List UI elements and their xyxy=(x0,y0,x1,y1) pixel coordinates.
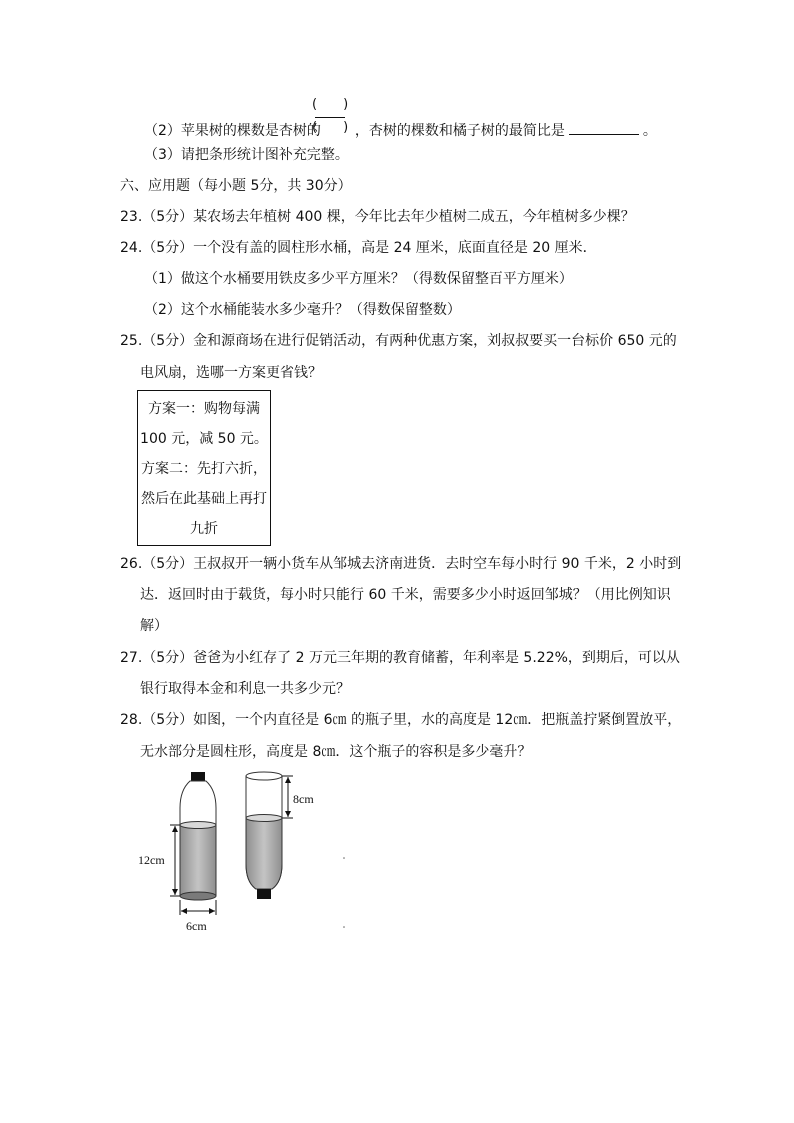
water-body xyxy=(246,818,282,889)
q27-line1: 27.（5分）爸爸为小红存了 2 万元三年期的教育储蓄，年利率是 5.22%，到期后，可以从 xyxy=(120,650,680,666)
plan-box-line: 方案一：购物每满 xyxy=(148,401,260,417)
q25-line2: 电风扇，选哪一方案更省钱？ xyxy=(140,365,322,381)
diameter-label: 6cm xyxy=(186,919,207,933)
plan-box-line: 然后在此基础上再打 xyxy=(141,491,267,507)
bottle-figure xyxy=(132,768,362,938)
q22-part2 xyxy=(144,120,657,141)
q28-line1: 28.（5分）如图，一个内直径是 6㎝ 的瓶子里，水的高度是 12㎝．把瓶盖拧紧倒置放平， xyxy=(120,712,682,728)
water-surface xyxy=(180,822,216,829)
fraction-denominator: ( ) xyxy=(312,120,349,135)
q27-line2: 银行取得本金和利息一共多少元？ xyxy=(140,681,350,697)
plan-box-line: 方案二：先打六折， xyxy=(141,461,267,477)
water-body xyxy=(180,825,216,899)
q22-part3: （3）请把条形统计图补充完整。 xyxy=(144,147,349,163)
q25-line1: 25.（5分）金和源商场在进行促销活动，有两种优惠方案，刘叔叔要买一台标价 650 元的 xyxy=(120,333,677,349)
arrowhead xyxy=(181,908,187,914)
q26-line1: 26.（5分）王叔叔开一辆小货车从邹城去济南进货．去时空车每小时行 90 千米，2 小时到 xyxy=(120,556,682,572)
q26-line3: 解） xyxy=(140,618,168,634)
plan-box-line: 九折 xyxy=(190,521,218,537)
q24-part1: （1）做这个水桶要用铁皮多少平方厘米？（得数保留整百平方厘米） xyxy=(144,271,573,287)
q23-text: 23.（5分）某农场去年植树 400 棵，今年比去年少植树二成五，今年植树多少棵？ xyxy=(120,209,635,225)
bottle-cap xyxy=(191,772,205,781)
upright-bottle xyxy=(138,772,216,933)
answer-blank[interactable] xyxy=(569,120,639,135)
plan-box-line: 100 元，减 50 元。 xyxy=(140,431,268,447)
section-title: 六、应用题（每小题 5分，共 30分） xyxy=(120,178,352,194)
stray-dot xyxy=(343,857,345,859)
q26-line2: 达．返回时由于载货，每小时只能行 60 千米，需要多少小时返回邹城？（用比例知识 xyxy=(140,587,671,603)
arrowhead xyxy=(285,777,291,783)
bottle-bottom xyxy=(180,892,216,900)
stray-dot xyxy=(343,926,345,928)
q22-part2-suffix: ，杏树的棵数和橘子树的最简比是 xyxy=(354,123,565,139)
q22-part2-end: 。 xyxy=(642,123,657,139)
arrowhead xyxy=(285,811,291,817)
bottle-bottom xyxy=(246,772,282,780)
q24-text: 24.（5分）一个没有盖的圆柱形水桶，高是 24 厘米，底面直径是 20 厘米． xyxy=(120,240,597,256)
bottle-cap xyxy=(257,889,271,899)
discount-plan-box xyxy=(137,390,271,546)
fraction-numerator: ( ) xyxy=(312,97,349,112)
top-height-label: 8cm xyxy=(293,792,314,806)
arrowhead xyxy=(172,826,178,832)
q28-line2: 无水部分是圆柱形，高度是 8㎝．这个瓶子的容积是多少毫升？ xyxy=(140,744,532,760)
fraction-bar xyxy=(315,117,345,118)
q24-part2: （2）这个水桶能装水多少毫升？（得数保留整数） xyxy=(144,302,461,318)
inverted-bottle xyxy=(246,772,314,899)
water-surface xyxy=(246,815,282,822)
q22-part2-prefix: （2）苹果树的棵数是杏树的 xyxy=(144,123,321,139)
arrowhead xyxy=(172,889,178,895)
arrowhead xyxy=(209,908,215,914)
height-label: 12cm xyxy=(138,853,165,867)
